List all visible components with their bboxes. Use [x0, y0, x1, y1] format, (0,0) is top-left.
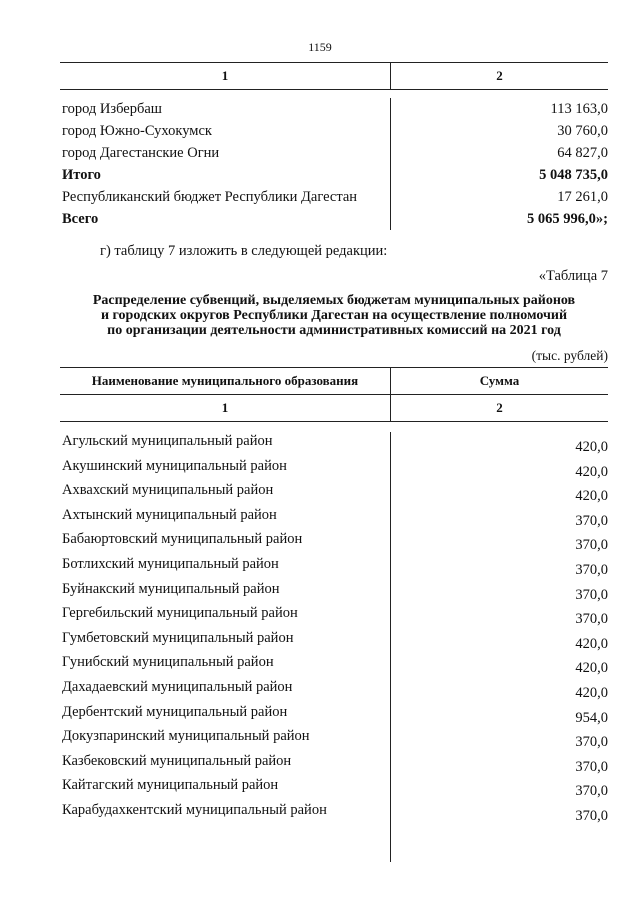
- municipality-name: Акушинский муниципальный район: [62, 457, 287, 474]
- column-number-2: 2: [496, 68, 503, 83]
- municipality-name: Дербентский муниципальный район: [62, 703, 288, 720]
- row-name: город Дагестанские Огни: [62, 145, 220, 161]
- table-row: [60, 703, 608, 728]
- row-name: Всего: [62, 211, 99, 227]
- subsidy-amount: 420,0: [575, 463, 608, 480]
- subsidy-amount: 370,0: [575, 783, 608, 800]
- table-row: [60, 164, 608, 186]
- column-numbers-row: [60, 395, 608, 422]
- municipality-name: Гергебильский муниципальный район: [62, 605, 298, 622]
- row-name: город Южно-Сухокумск: [62, 123, 212, 139]
- table-row: [60, 752, 608, 777]
- row-value: 17 261,0: [557, 189, 608, 205]
- table-row: [60, 776, 608, 801]
- subsidy-amount: 370,0: [575, 758, 608, 775]
- table-header-row: [60, 62, 608, 90]
- column-number-2: 2: [496, 400, 503, 415]
- row-name: Итого: [62, 167, 101, 183]
- table-row: [60, 120, 608, 142]
- subsidy-amount: 370,0: [575, 807, 608, 824]
- table-row: [60, 530, 608, 555]
- municipality-name: Гумбетовский муниципальный район: [62, 629, 294, 646]
- budget-table-continuation: [60, 62, 608, 230]
- table-body: [60, 98, 608, 230]
- table-row: [60, 506, 608, 531]
- row-value: 64 827,0: [557, 145, 608, 161]
- column-number-1: 1: [60, 395, 391, 421]
- subsidy-amount: 370,0: [575, 512, 608, 529]
- subsidy-amount: 370,0: [575, 734, 608, 751]
- row-value: 113 163,0: [550, 101, 608, 117]
- municipality-name: Агульский муниципальный район: [62, 433, 273, 449]
- row-name: город Избербаш: [62, 101, 162, 117]
- municipality-name: Гунибский муниципальный район: [62, 654, 274, 671]
- subsidy-amount: 370,0: [575, 537, 608, 554]
- row-name: Республиканский бюджет Республики Дагестан: [62, 189, 358, 205]
- municipality-name: Ахвахский муниципальный район: [62, 482, 274, 499]
- page-number: 1159: [308, 40, 332, 54]
- title-line: по организации деятельности административных комиссий на 2021 год: [107, 323, 561, 338]
- municipality-name: Докузпаринский муниципальный район: [62, 728, 310, 745]
- municipality-name: Дахадаевский муниципальный район: [62, 678, 293, 695]
- table-header-row: [60, 367, 608, 395]
- table-row: [60, 432, 608, 457]
- municipality-name: Ахтынский муниципальный район: [62, 506, 277, 523]
- subsidy-amount: 370,0: [575, 586, 608, 603]
- table-row: [60, 653, 608, 678]
- row-value: 30 760,0: [557, 123, 608, 139]
- header-amount: Сумма: [479, 373, 520, 388]
- table-row: [60, 186, 608, 208]
- table-row: [60, 801, 608, 826]
- table-row: [60, 629, 608, 654]
- subsidy-amount: 370,0: [575, 561, 608, 578]
- subsidy-amount: 370,0: [575, 611, 608, 628]
- subsidy-distribution-table: [60, 367, 608, 862]
- title-line: Распределение субвенций, выделяемых бюджетам муниципальных районов: [92, 293, 576, 308]
- subsidy-amount: 954,0: [575, 709, 608, 726]
- column-number-1: 1: [60, 63, 391, 89]
- header-municipality: Наименование муниципального образования: [60, 368, 391, 394]
- subsidy-amount: 420,0: [575, 635, 608, 652]
- table-row: [60, 481, 608, 506]
- table-row: [60, 142, 608, 164]
- municipality-name: Кайтагский муниципальный район: [62, 777, 279, 794]
- table-row: [60, 98, 608, 120]
- amendment-intro: г) таблицу 7 изложить в следующей редакции:: [100, 243, 388, 259]
- table-row: [60, 678, 608, 703]
- table-row: [60, 555, 608, 580]
- row-value: 5 065 996,0»;: [527, 211, 608, 227]
- table-row: [60, 208, 608, 230]
- municipality-name: Бабаюртовский муниципальный район: [62, 531, 303, 548]
- table-reference: «Таблица 7: [538, 268, 608, 284]
- table-row: [60, 604, 608, 629]
- table-row: [60, 457, 608, 482]
- subsidy-amount: 420,0: [575, 488, 608, 505]
- row-value: 5 048 735,0: [539, 167, 608, 183]
- municipality-name: Буйнакский муниципальный район: [62, 580, 280, 597]
- municipality-name: Карабудахкентский муниципальный район: [62, 801, 327, 818]
- subsidy-amount: 420,0: [575, 684, 608, 701]
- table-title: [60, 293, 608, 338]
- municipality-name: Ботлихский муниципальный район: [62, 555, 279, 572]
- table-row: [60, 580, 608, 605]
- subsidy-amount: 420,0: [575, 439, 608, 455]
- title-line: и городских округов Республики Дагестан на осуществление полномочий: [100, 308, 568, 323]
- table-row: [60, 727, 608, 752]
- units-label: (тыс. рублей): [531, 348, 608, 363]
- subsidy-amount: 420,0: [575, 660, 608, 677]
- table-body: [60, 432, 608, 862]
- municipality-name: Казбековский муниципальный район: [62, 752, 292, 769]
